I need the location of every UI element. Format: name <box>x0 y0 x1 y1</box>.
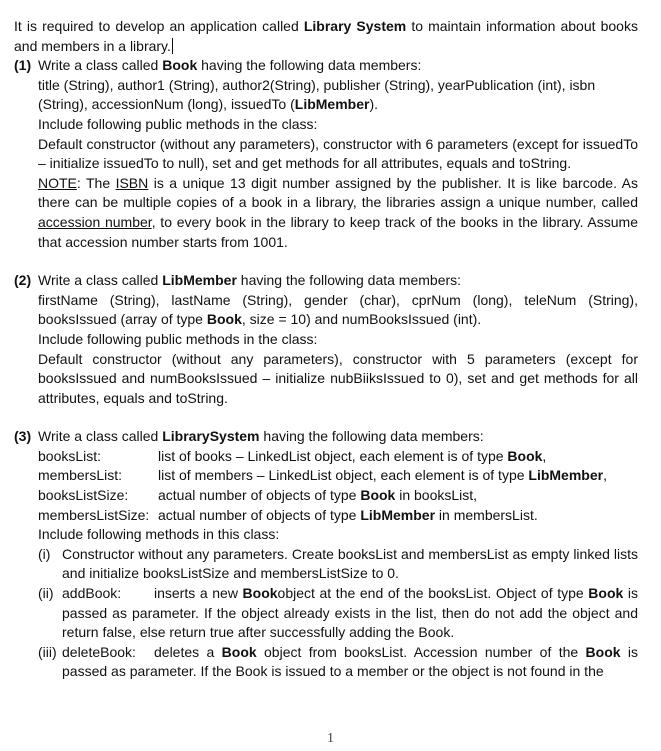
method-number: (ii) <box>38 585 54 602</box>
section-libmember <box>14 271 638 408</box>
isbn-term: ISBN <box>115 174 149 191</box>
note-label: NOTE <box>38 174 77 191</box>
data-member-row <box>38 486 638 506</box>
type-name: Book <box>206 311 242 328</box>
section-heading <box>38 427 638 447</box>
desc-text: in membersList. <box>435 506 538 523</box>
heading-text: Write a class called <box>38 272 163 289</box>
desc-text: list of books – LinkedList object, each element is of type <box>158 447 508 464</box>
desc-text: , <box>603 467 607 484</box>
type-name: Book <box>588 585 624 602</box>
method-text: Constructor without any parameters. Create booksList and membersList as empty linked lists and initialize booksListSize and membersListSize to 0. <box>62 545 638 582</box>
desc-text: actual number of objects of type <box>158 487 361 504</box>
data-member-name: booksList: <box>38 447 102 464</box>
method-number: (i) <box>38 545 51 562</box>
method-text: deletes a <box>154 643 222 660</box>
methods-intro: Include following public methods in the class: <box>38 115 318 132</box>
section-librarysystem <box>14 427 638 682</box>
method-text: object from booksList. Accession number of the <box>256 643 586 660</box>
section-book <box>14 56 638 252</box>
section-number: (1) <box>14 57 32 74</box>
method-item <box>38 584 638 643</box>
data-member-name: membersListSize: <box>38 506 150 523</box>
data-member-desc <box>158 506 638 526</box>
method-item <box>38 643 638 682</box>
heading-text: Write a class called <box>38 428 163 445</box>
intro-paragraph <box>14 17 638 56</box>
method-name: addBook: <box>62 585 122 602</box>
methods-intro: Include following methods in this class: <box>38 526 280 543</box>
intro-text: to maintain information about books and members in a library. <box>14 18 638 54</box>
section-number: (2) <box>14 272 32 289</box>
type-name: Book <box>360 487 396 504</box>
heading-text: having the following data members: <box>259 428 484 445</box>
desc-text: actual number of objects of type <box>158 506 361 523</box>
class-name: Book <box>162 57 198 74</box>
type-name: LibMember <box>528 467 604 484</box>
method-item <box>38 545 638 584</box>
data-member-name: membersList: <box>38 467 123 484</box>
text-cursor <box>172 38 173 54</box>
intro-bold: Library System <box>303 18 407 34</box>
members-text: , size = 10) and numBooksIssued (int). <box>241 311 482 328</box>
class-name: LibMember <box>162 272 237 289</box>
data-member-desc <box>158 486 638 506</box>
data-member-desc <box>158 447 638 467</box>
heading-text: Write a class called <box>38 57 163 74</box>
method-name: deleteBook: <box>62 643 136 660</box>
document-page <box>14 17 638 682</box>
members-text: firstName (String), lastName (String), gender (char), cprNum (long), teleNum (String), booksIssued (array of type <box>38 291 638 328</box>
data-member-row <box>38 506 638 526</box>
method-text: object at the end of the booksList. Object of type <box>277 585 589 602</box>
section-heading <box>38 271 638 291</box>
section-heading <box>38 56 638 76</box>
data-member-name: booksListSize: <box>38 487 129 504</box>
methods-intro: Include following public methods in the class: <box>38 330 318 347</box>
type-name: Book <box>242 585 278 602</box>
type-name: Book <box>507 447 543 464</box>
type-name: Book <box>221 643 257 660</box>
members-text: ). <box>369 96 379 113</box>
type-name: Book <box>585 643 621 660</box>
note-text: : The <box>76 174 116 191</box>
note-text: , to every book in the library to keep track of the books in the library. Assume that accession number starts from 1001. <box>38 213 638 250</box>
methods-text: Default constructor (without any parameters), constructor with 5 parameters (except for booksIssued and numBooksIssued – initialize nubBiiksIssued to 0), set and get methods for all attributes, equals and toString. <box>38 350 638 406</box>
desc-text: in booksList, <box>395 487 478 504</box>
accession-term: accession number <box>38 213 152 230</box>
desc-text: list of members – LinkedList object, each element is of type <box>158 467 529 484</box>
note-text: is a unique 13 digit number assigned by the publisher. It is like barcode. As there can be multiple copies of a book in a library, the libraries assign a unique number, called <box>38 174 638 211</box>
methods-text: Default constructor (without any parameters), constructor with 6 parameters (except for issuedTo – initialize issuedTo to null), set and get methods for all attributes, equals and toString. <box>38 135 638 172</box>
method-text: is passed as parameter. If the object already exists in the list, then do not add the object and return false, else return true after successfully adding the Book. <box>62 585 639 641</box>
note-paragraph <box>38 174 638 252</box>
class-name: LibrarySystem <box>162 428 260 445</box>
members-text: title (String), author1 (String), author2(String), publisher (String), yearPublication (int), isbn (String), accessionNum (long), issuedTo ( <box>38 76 596 113</box>
method-number: (iii) <box>38 643 57 660</box>
data-members <box>38 291 638 330</box>
method-text: inserts a new <box>154 585 243 602</box>
data-members <box>38 76 638 115</box>
type-name: LibMember <box>360 506 436 523</box>
data-member-row <box>38 447 638 467</box>
heading-text: having the following data members: <box>236 272 462 289</box>
data-member-row <box>38 466 638 486</box>
method-text: is passed as parameter. If the Book is issued to a member or the object is not found in the <box>62 643 639 680</box>
page-number: 1 <box>327 731 334 746</box>
type-name: LibMember <box>294 96 370 113</box>
heading-text: having the following data members: <box>197 57 422 74</box>
intro-text: It is required to develop an application called <box>14 18 304 34</box>
data-member-desc <box>158 466 638 486</box>
section-number: (3) <box>14 428 32 445</box>
desc-text: , <box>542 447 547 464</box>
